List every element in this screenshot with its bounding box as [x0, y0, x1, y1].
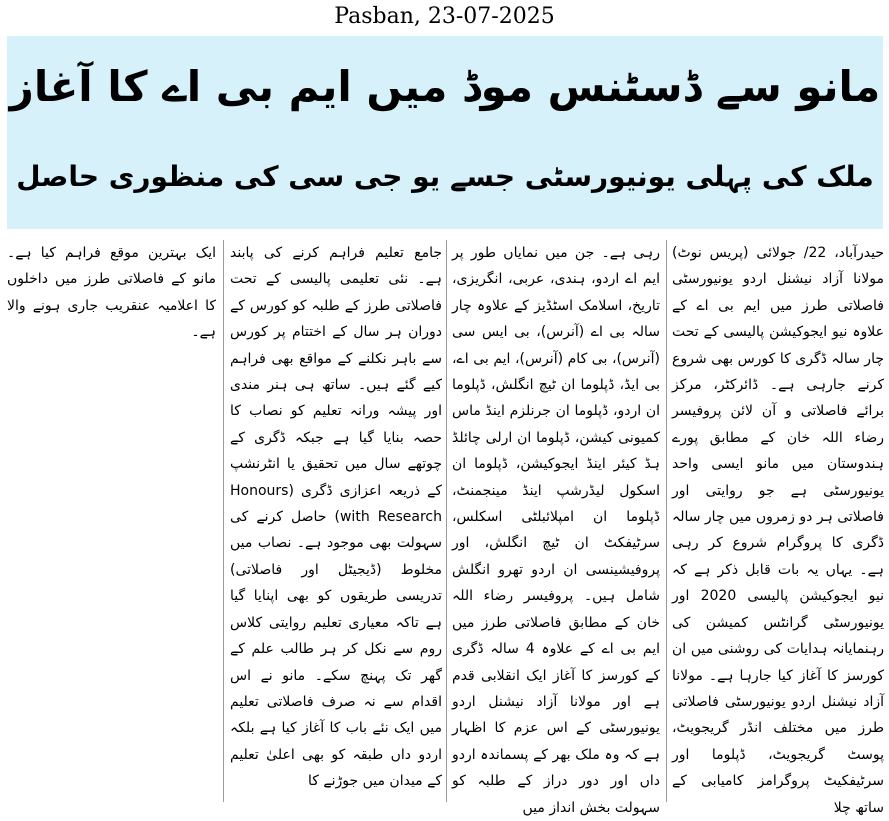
- article-column-3: جامع تعلیم فراہم کرنے کی پابند ہے۔ نئی تعلیمی پالیسی کے تحت فاصلاتی طرز کے طلبہ کو کورس کے دوران ہر سال کے اختتام پر کورس سے باہر نکلنے کے مواقع بھی فراہم کیے گئے ہیں۔ ساتھ ہی ہنر مندی اور پیشہ ورانہ تعلیم کو نصاب کا حصہ بنایا گیا ہے جبکہ ڈگری کے چوتھے سال میں تحقیق یا انٹرنشپ کے ذریعہ اعزازی ڈگری (Honours with Research) حاصل کرنے کی سہولت بھی موجود ہے۔ نصاب میں مخلوط (ڈیجیٹل اور فاصلاتی) تدریسی طریقوں کو بھی اپنایا گیا ہے تاکہ معیاری تعلیم روایتی کلاس روم سے نکل کر ہر طالب علم کے گھر تک پہنچ سکے۔ مانو نے اس اقدام سے نہ صرف فاصلاتی تعلیم میں ایک نئے باب کا آغاز کیا ہے بلکہ اردو داں طبقہ کو بھی اعلیٰ تعلیم کے میدان میں جوڑنے کا: [230, 245, 442, 790]
- headline-line-2: ملک کی پہلی یونیورسٹی جسے یو جی سی کی منظوری حاصل: [16, 160, 874, 193]
- headline-line-1: مانو سے ڈسٹنس موڈ میں ایم بی اے کا آغاز: [9, 62, 881, 111]
- article-column-2: رہی ہے۔ جن میں نمایاں طور پر ایم اے اردو، ہندی، عربی، انگریزی، تاریخ، اسلامک اسٹڈیز کے علاوہ چار سالہ بی اے (آنرس)، بی ایس سی (آنرس)، بی کام (آنرس)، ایم بی اے، بی ایڈ، ڈپلوما ان ٹیچ انگلش، ڈپلوما ان اردو، ڈپلوما ان جرنلزم اینڈ ماس کمیونی کیشن، ڈپلوما ان ارلی چائلڈ ہڈ کیئر اینڈ ایجوکیشن، ڈپلوما ان اسکول لیڈرشپ اینڈ مینجمنٹ، ڈپلوما ان امپلائبلٹی اسکلس، سرٹیفکٹ ان ٹیچ انگلش، اور پروفیشینسی ان اردو تھرو انگلش شامل ہیں۔ پروفیسر رضاء اللہ خان کے مطابق فاصلاتی طرز میں ایم بی اے کے علاوہ 4 سالہ ڈگری کے کورسز کا آغاز ایک انقلابی قدم ہے اور مولانا آزاد نیشنل اردو یونیورسٹی کے اس عزم کا اظہار ہے کہ وہ ملک بھر کے پسماندہ اردو داں اور دور دراز کے طلبہ کو سہولت بخش انداز میں: [452, 245, 660, 816]
- column-divider: [666, 240, 667, 802]
- article-column-1: حیدرآباد، 22/ جولائی (پریس نوٹ) مولانا آزاد نیشنل اردو یونیورسٹی فاصلاتی طرز میں ایم بی اے کے علاوہ نیو ایجوکیشن پالیسی کے تحت چار سالہ ڈگری کا کورس بھی شروع کرنے جارہی ہے۔ ڈائرکٹر، مرکز برائے فاصلاتی و آن لائن پروفیسر رضاء اللہ خان کے مطابق پورے ہندوستان میں مانو ایسی واحد یونیورسٹی ہے جو روایتی اور فاصلاتی ہر دو زمروں میں چار سالہ ڈگری کا پروگرام شروع کر رہی ہے۔ یہاں یہ بات قابل ذکر ہے کہ نیو ایجوکیشن پالیسی 2020 اور یونیورسٹی گرانٹس کمیشن کی رہنمایانہ ہدایات کی روشنی میں ان کورسز کا آغاز کیا جارہا ہے۔ مولانا آزاد نیشنل اردو یونیورسٹی فاصلاتی طرز میں مختلف انڈر گریجویٹ، پوسٹ گریجویٹ، ڈپلوما اور سرٹیفکیٹ پروگرامز کامیابی کے ساتھ چلا: [672, 245, 884, 816]
- column-divider: [446, 240, 447, 802]
- source-dateline: Pasban, 23-07-2025: [334, 4, 555, 29]
- column-divider: [223, 240, 224, 802]
- article-column-4: ایک بہترین موقع فراہم کیا ہے۔ مانو کے فاصلاتی طرز میں داخلوں کا اعلامیہ عنقریب جاری ہونے والا ہے۔: [7, 245, 216, 341]
- headline-banner: [7, 36, 883, 229]
